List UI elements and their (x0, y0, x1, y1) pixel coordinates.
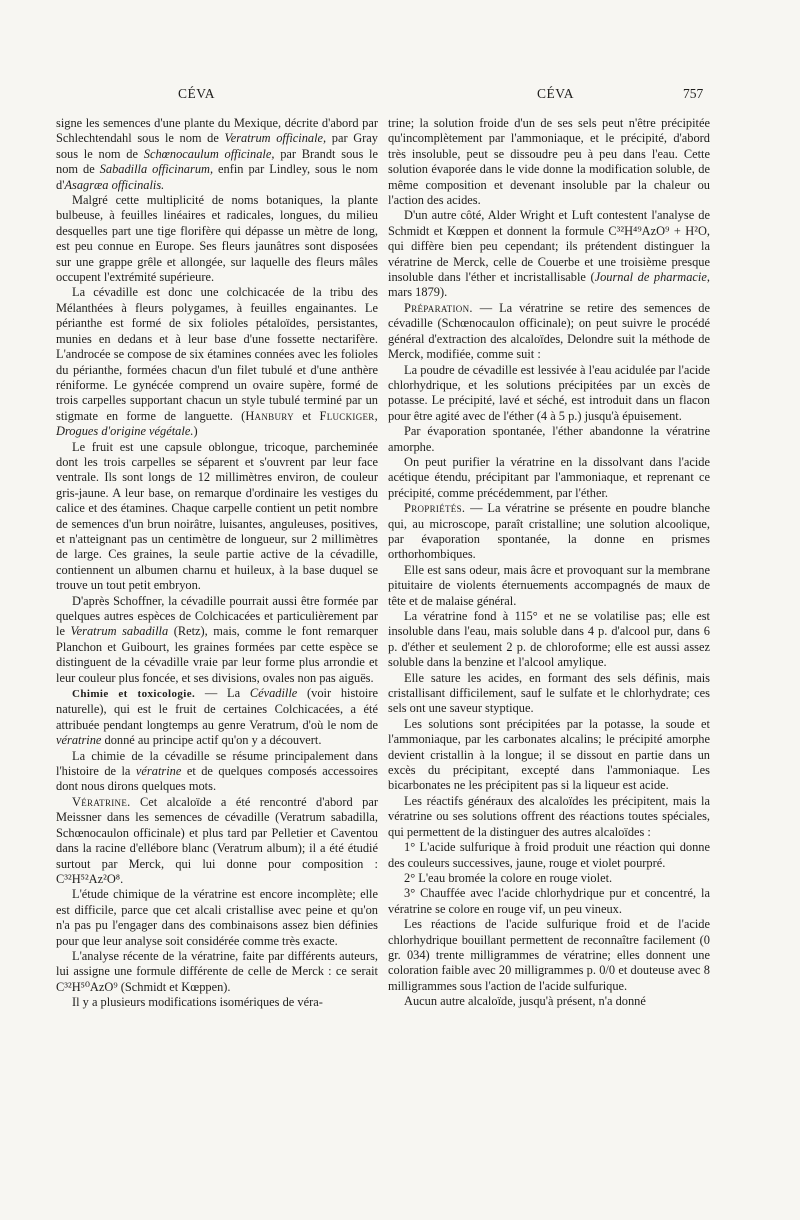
paragraph: L'étude chimique de la vératrine est encore incomplète; elle est difficile, parce que cet alcali cristallise avec peine et qu'on n'a pas pu l'engager dans des combinaisons assez bien définies pour que leur analyse soit considérée comme très exacte. (56, 887, 378, 948)
paragraph: Les réactions de l'acide sulfurique froid et de l'acide chlorhydrique bouillant permettent de reconnaître facilement (0 gr. 034) trente milligrammes de vératrine; elles donnent une coloration faible avec 20 milligrammes p. 0/0 et douteuse avec 8 milligrammes sous l'action de l'acide sulfurique. (388, 917, 710, 993)
paragraph: Aucun autre alcaloïde, jusqu'à présent, n'a donné (404, 994, 646, 1009)
running-head-right: CÉVA (537, 86, 575, 101)
paragraph: Il y a plusieurs modifications isomériques de véra- (72, 995, 323, 1010)
paragraph: La vératrine fond à 115° et ne se volatilise pas; elle est insoluble dans l'eau, mais soluble dans 4 p. d'alcool pur, dans 6 p. d'éther et seulement 2 p. de chloroforme; elle est aussi assez soluble dans la benzine et l'alcool amylique. (388, 609, 710, 670)
text-run: — La vératrine se présente en poudre blanche qui, au microscope, paraît cristalline; une solution alcoolique, par évaporation spontanée, la donne en prismes orthorhombiques. (388, 501, 710, 562)
text-run: Cet alcaloïde a été rencontré d'abord par Meissner dans les semences de cévadille (Veratrum sabadilla, Schœnocaulon officinale) et plus tard par Pelletier et Caventou dans la racine d'ellébore blanc (Veratrum album); il a été étudié surtout par Merck, qui lui donne pour composition : C³²H⁵²Az²O⁸. (56, 794, 378, 886)
paragraph: Les solutions sont précipitées par la potasse, la soude et l'ammoniaque, par les carbonates alcalins; le précipité amorphe devient cristallin à la longue; il se dissout en partie dans un excès du précipitant, excepté dans l'ammoniaque. Les bicarbonates ne les précipitent pas si la liqueur est acide. (388, 716, 710, 793)
text-run: D'après Schoffner, la cévadille pourrait aussi être formée par quelques autres espèces de Colchicacées et particulièrement par le (56, 593, 378, 639)
paragraph: 2° L'eau bromée la colore en rouge violet. (404, 870, 613, 885)
text-run: par Gray sous le nom de (56, 131, 378, 161)
italic-run: Schœnocaulum officinale, (143, 146, 275, 161)
paragraph: Les réactifs généraux des alcaloïdes les précipitent, mais la vératrine ou ses solutions offrent des réactions toutes spéciales, qui permettent de la distinguer des autres alcaloïdes : (388, 793, 710, 839)
paragraph (388, 501, 710, 563)
paragraph (56, 686, 378, 749)
paragraph: trine; la solution froide d'un de ses sels peut n'être précipitée qu'incomplètement par l'ammoniaque, et le précipité, d'abord très insoluble, peut se dissoudre peu à peu dans l'eau. Cette solution évaporée dans le vide donne la modification soluble, de même composition et devenant insoluble par la chaleur ou l'action des acides. (388, 116, 710, 208)
paragraph (56, 116, 378, 193)
italic-run: Journal de pharmacie (594, 270, 707, 285)
subsection-heading: Propriétés. (404, 501, 466, 516)
paragraph: 1° L'acide sulfurique à froid produit une réaction qui donne des couleurs successives, jaune, rouge et violet pourpré. (388, 840, 710, 870)
italic-run: vératrine (135, 764, 182, 779)
paragraph: Le fruit est une capsule oblongue, tricoque, parcheminée dont les trois carpelles se séparent et s'ouvrent par leur face ventrale. Ils sont longs de 12 millimètres environ, de couleur gris-jaune. A leur base, on remarque d'ordinaire les vestiges du calice et des étamines. Chaque carpelle contient un petit nombre de semences d'un brun noirâtre, luisantes, anguleuses, positives, et n'atteignant pas un centimètre de longueur, sur 2 millimètres de large. Ces graines, la seule partie active de la cévadille, contiennent un albumen charnu et huileux, à la base duquel se trouve un tout petit embryon. (56, 439, 378, 593)
right-column (388, 116, 710, 1010)
text-run: La chimie de la cévadille se résume principalement dans l'histoire de la (56, 748, 378, 779)
text-run: — La (195, 686, 250, 701)
paragraph: L'analyse récente de la vératrine, faite par différents auteurs, lui assigne une formule différente de celle de Merck : ce serait C³²H⁵⁰AzO⁹ (Schmidt et Kœppen). (56, 948, 378, 994)
subsection-heading: Préparation. (404, 300, 473, 315)
subsection-heading: Vératrine. (72, 794, 131, 809)
text-run: enfin par Lindley, sous le nom d' (56, 162, 378, 192)
paragraph (56, 594, 378, 686)
left-column (56, 116, 378, 1011)
running-head-left: CÉVA (178, 86, 216, 101)
italic-run: Asagræa officinalis. (64, 177, 165, 192)
paragraph (56, 795, 378, 887)
italic-run: vératrine (56, 733, 102, 748)
paragraph: Elle est sans odeur, mais âcre et provoquant sur la membrane pituitaire de violents éternuements accompagnés de maux de tête et de malaise général. (388, 562, 710, 608)
text-run: (voir histoire naturelle), qui est le fruit de certaines Colchicacées, a été attribuée pendant longtemps au genre Veratrum, d'où le nom de (56, 686, 378, 732)
author-name: Fluckiger, (319, 408, 378, 423)
italic-run: Sabadilla officinarum, (99, 162, 214, 177)
paragraph (388, 301, 710, 363)
italic-run: Cévadille (249, 686, 298, 701)
paragraph: Elle sature les acides, en formant des sels définis, mais cristallisant difficilement, sauf le sulfate et le chlorhydrate; ces sels ont une saveur styptique. (388, 670, 710, 716)
section-heading: Chimie et toxicologie. (72, 688, 196, 701)
paragraph: La poudre de cévadille est lessivée à l'eau acidulée par l'acide chlorhydrique, et les solutions précipitées par un excès de potasse. Le précipité, lavé et séché, est introduit dans un flacon pour être agité avec de l'éther (4 à 5 p.) jusqu'à épuisement. (388, 362, 710, 423)
paragraph (56, 285, 378, 439)
text-run: ) (193, 424, 198, 439)
paragraph: Par évaporation spontanée, l'éther abandonne la vératrine amorphe. (388, 424, 710, 454)
italic-run: Veratrum sabadilla (70, 624, 169, 639)
author-name: Hanbury (245, 408, 294, 423)
text-run: et de quelques composés accessoires dont nous dirons quelques mots. (56, 764, 379, 794)
text-run: donné au principe actif qu'on y a découvert. (101, 733, 322, 748)
text-run: — La vératrine se retire des semences de cévadille (Schœnocaulon officinale); on peut suivre le procédé général d'extraction des alcaloïdes, Delondre suit la méthode de Merck, modifiée, comme suit : (388, 300, 710, 362)
text-run: La cévadille est donc une colchicacée de la tribu des Mélanthées à fleurs polygames, à feuilles engainantes. Le périanthe est formé de six folioles pétaloïdes, persistantes, munies en dedans et à leur base d'une fossette nectarifère. L'androcée se compose de six étamines connées avec les folioles du périanthe, formées chacun d'un filet tubulé et d'une anthère réniforme. Le gynécée comprend un ovaire supère, formé de trois carpelles supportant chacun un style tubulé terminé par un stigmate en forme de languette. ( (56, 285, 378, 423)
text-run: D'un autre côté, Alder Wright et Luft contestent l'analyse de Schmidt et Kœppen et donnent la formule C³²H⁴⁹AzO⁹ + H²O, qui diffère bien peu cependant; ils prétendent distinguer la vératrine de Merck, celle de Couerbe et une troisième presque insoluble dans l'éther et incristallisable ( (388, 208, 710, 285)
page-number: 757 (683, 86, 704, 101)
text-run: signe les semences d'une plante du Mexique, décrite d'abord par Schlechtendahl sous le nom de (56, 116, 378, 146)
text-run: (Retz), mais, comme le font remarquer Planchon et Guibourt, les graines formées par cette espèce se distinguent de la cévadille vraie par leur forme plus arrondie et leur couleur plus foncée, et ses divisions, ovales non pas aiguës. (56, 624, 379, 685)
italic-run: Veratrum officinale, (224, 131, 327, 146)
paragraph: 3° Chauffée avec l'acide chlorhydrique pur et concentré, la vératrine se colore en rouge vif, un peu vineux. (388, 886, 710, 916)
text-run: et (293, 408, 320, 423)
paragraph: On peut purifier la vératrine en la dissolvant dans l'acide acétique étendu, précipitant par l'ammoniaque, et reprenant ce précipité, comme précédemment, par l'éther. (388, 454, 710, 500)
text-run: par Brandt sous le nom de (56, 146, 379, 177)
paragraph (56, 749, 378, 795)
text-run: , mars 1879). (388, 270, 710, 300)
paragraph: Malgré cette multiplicité de noms botaniques, la plante bulbeuse, à feuilles linéaires et radicales, longues, du milieu desquelles part une tige florifère qui dépasse un mètre de long, est peu connue en Europe. Ses fleurs jaunâtres sont disposées sur une grappe grêle et allongée, sur laquelle des fleurs mâles occupent l'extrémité supérieure. (56, 193, 378, 285)
paragraph (388, 208, 710, 300)
italic-run: Drogues d'origine végétale. (56, 424, 194, 439)
